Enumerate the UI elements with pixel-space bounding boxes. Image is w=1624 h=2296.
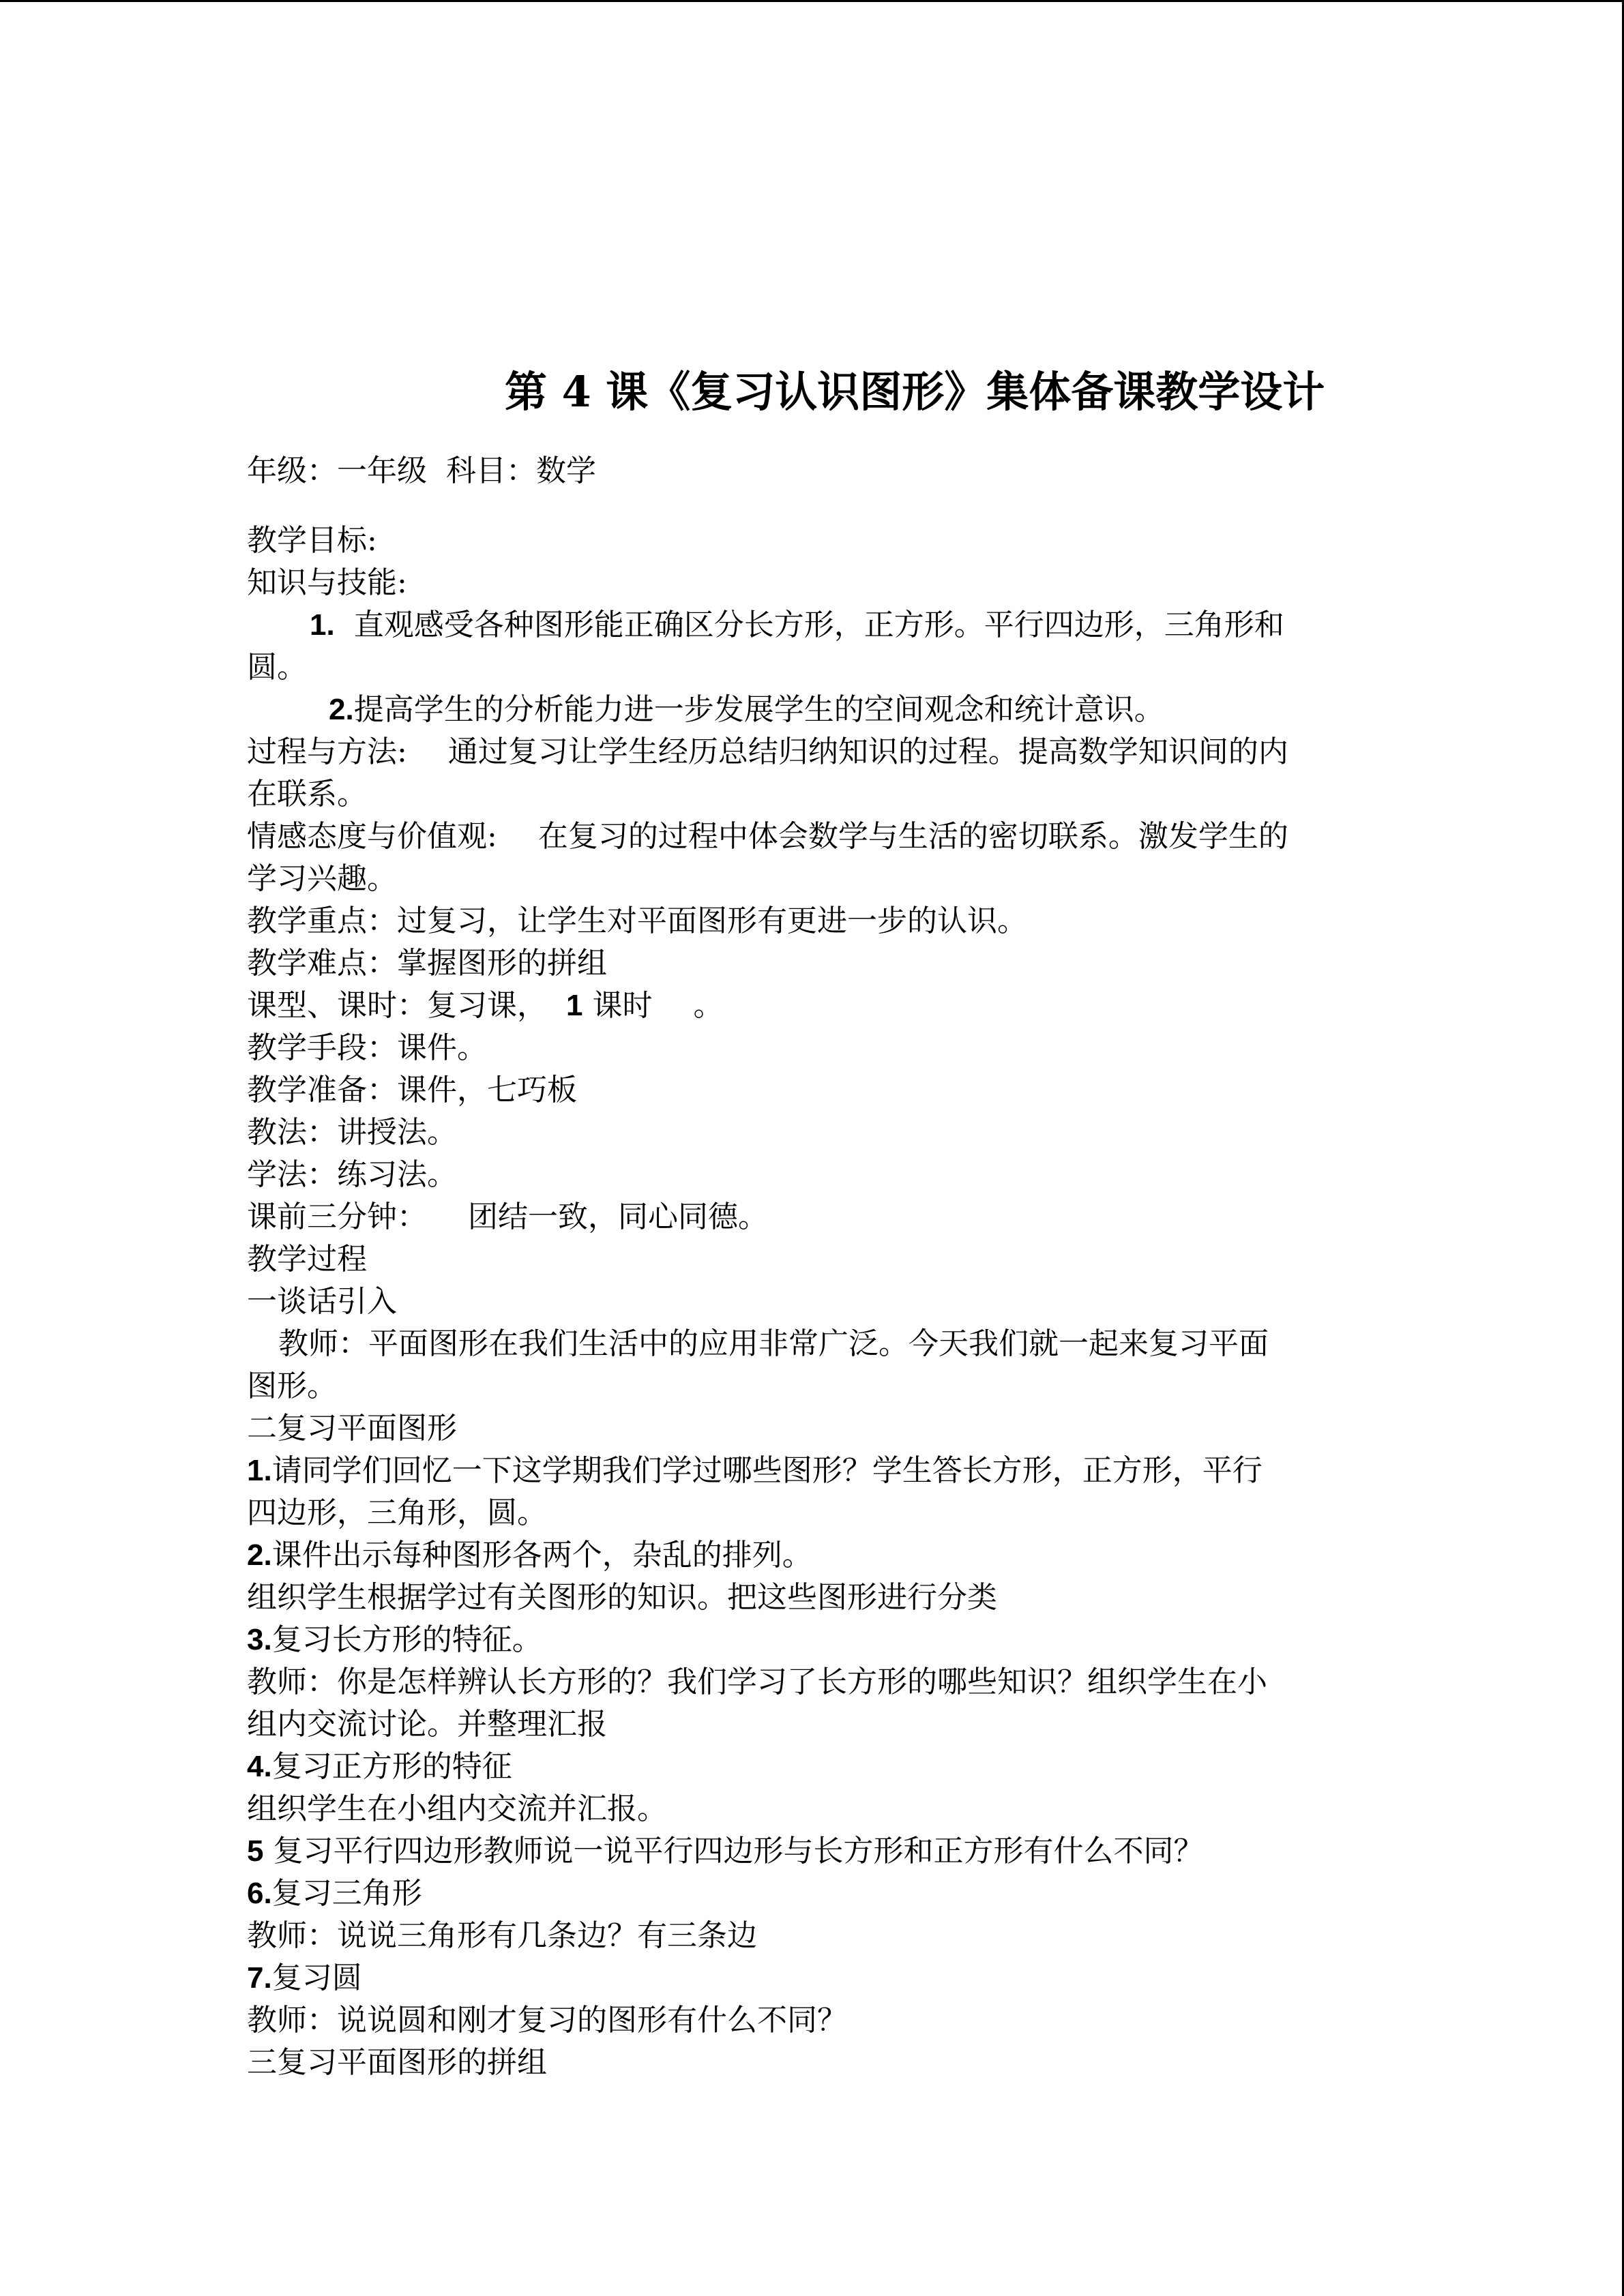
objective-item-2: 2.提高学生的分析能力进一步发展学生的空间观念和统计意识。 (329, 692, 1164, 727)
step-4-line-2: 组织学生在小组内交流并汇报。 (247, 1791, 667, 1826)
document-title: 第 4 课《复习认识图形》集体备课教学设计 (505, 367, 1325, 417)
process-heading: 教学过程 (247, 1242, 367, 1277)
section-1-line-2: 图形。 (247, 1369, 337, 1403)
page-border-top (0, 0, 1624, 2)
knowledge-heading: 知识与技能: (247, 565, 407, 600)
objective-item-1: 1. 直观感受各种图形能正确区分长方形，正方形。平行四边形，三角形和 (310, 608, 1284, 642)
grade: 年级：一年级 (247, 453, 427, 488)
objectives-heading: 教学目标: (247, 523, 377, 558)
section-2-title: 二复习平面图形 (247, 1411, 457, 1446)
emotion-cont: 学习兴趣。 (247, 861, 397, 896)
process-method-line: 过程与方法: 通过复习让学生经历总结归纳知识的过程。提高数学知识间的内 (247, 734, 1288, 769)
section-1-title: 一谈话引入 (247, 1284, 397, 1319)
process-method-cont: 在联系。 (247, 777, 367, 811)
objective-item-1-cont: 圆。 (247, 650, 307, 685)
section-1-line-1: 教师：平面图形在我们生活中的应用非常广泛。今天我们就一起来复习平面 (278, 1326, 1269, 1361)
subject: 科目：数学 (446, 453, 596, 488)
step-4: 4.复习正方形的特征 (247, 1749, 512, 1784)
step-3-line-2: 教师：你是怎样辨认长方形的？我们学习了长方形的哪些知识？组织学生在小 (247, 1665, 1267, 1699)
step-7-line-2: 教师：说说圆和刚才复习的图形有什么不同？ (247, 2003, 847, 2038)
section-3-title: 三复习平面图形的拼组 (247, 2045, 547, 2080)
difficulty: 教学难点：掌握图形的拼组 (247, 946, 607, 981)
teaching-means: 教学手段：课件。 (247, 1030, 487, 1065)
preclass-line: 课前三分钟： 团结一致，同心同德。 (247, 1199, 768, 1234)
learning-method: 学法：练习法。 (247, 1157, 457, 1192)
step-5: 5 复习平行四边形教师说一说平行四边形与长方形和正方形有什么不同？ (247, 1834, 1204, 1868)
teaching-preparation: 教学准备：课件，七巧板 (247, 1073, 577, 1107)
step-1: 1.请同学们回忆一下这学期我们学过哪些图形？学生答长方形，正方形，平行 (247, 1453, 1263, 1488)
step-3: 3.复习长方形的特征。 (247, 1622, 542, 1657)
step-6-line-2: 教师：说说三角形有几条边？有三条边 (247, 1918, 757, 1953)
emotion-line: 情感态度与价值观: 在复习的过程中体会数学与生活的密切联系。激发学生的 (247, 819, 1288, 854)
teaching-method: 教法：讲授法。 (247, 1115, 457, 1150)
lesson-type: 课型、课时：复习课， 1 课时 。 (247, 988, 724, 1023)
step-6: 6.复习三角形 (247, 1876, 422, 1911)
document-body (247, 450, 1379, 2084)
step-7: 7.复习圆 (247, 1960, 362, 1995)
step-3-line-3: 组内交流讨论。并整理汇报 (247, 1707, 607, 1742)
step-2-cont: 组织学生根据学过有关图形的知识。把这些图形进行分类 (247, 1580, 997, 1615)
step-1-cont: 四边形，三角形，圆。 (247, 1495, 547, 1530)
grade-subject-line (247, 450, 1379, 492)
step-2: 2.课件出示每种图形各两个，杂乱的排列。 (247, 1538, 812, 1572)
key-point: 教学重点：过复习，让学生对平面图形有更进一步的认识。 (247, 904, 1027, 938)
